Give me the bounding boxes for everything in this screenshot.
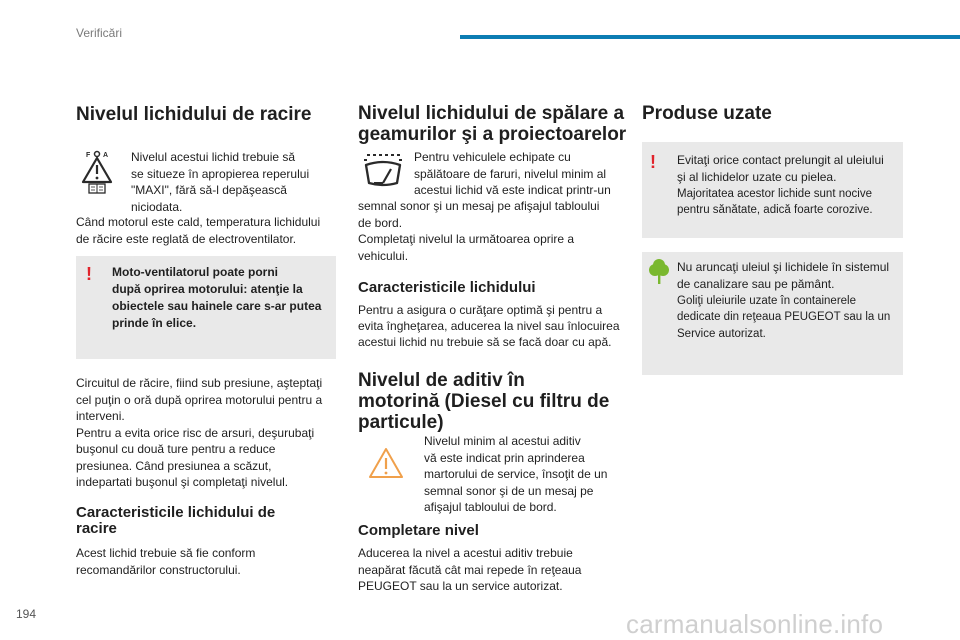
text-line: şi al lichidelor uzate cu pielea. — [677, 169, 837, 184]
text-line: Acest lichid trebuie să fie conform — [76, 546, 256, 560]
text-line: indepartati buşonul şi completaţi nivelul. — [76, 475, 289, 489]
coolant-characteristics-title — [76, 505, 341, 537]
text-line: Completaţi nivelul la următoarea oprire a — [358, 232, 575, 246]
text-line: "MAXI", fără să-l depăşească — [131, 183, 287, 197]
title-line: racire — [76, 520, 117, 537]
text-line: afişajul tabloului de bord. — [424, 500, 557, 514]
text-line: neapărat făcută cât mai repede în reţeaua — [358, 562, 582, 577]
text-line: buşonul cu două ture pentru a reduce — [76, 442, 276, 456]
refill-title: Completare nivel — [358, 522, 479, 539]
text-line: Nu aruncaţi uleiul şi lichidele în sistemul — [677, 260, 890, 274]
exclamation-icon: ! — [650, 152, 656, 172]
text-line: interveni. — [76, 409, 125, 423]
coolant-title: Nivelul lichidului de racire — [76, 104, 312, 125]
text-line: după oprirea motorului: atenţie la — [112, 282, 303, 296]
coolant-body — [76, 375, 341, 491]
additive-title — [358, 370, 628, 433]
text-line: Majoritatea acestor lichide sunt nocive — [677, 187, 872, 200]
text-line: Service autorizat. — [677, 328, 766, 341]
text-line: vă este indicat prin aprinderea — [424, 450, 585, 465]
page-number: 194 — [16, 607, 37, 621]
refill-text — [358, 545, 623, 595]
title-line: Caracteristicile lichidului de — [76, 504, 276, 521]
text-line: dedicate din reţeaua PEUGEOT sau la un — [677, 311, 891, 324]
text-line: de răcire este reglată de electroventilator. — [76, 231, 297, 246]
text-line: acestui lichid nu trebuie să se facă doar cu apă. — [358, 335, 612, 349]
svg-text:F: F — [86, 152, 91, 159]
text-line: Nivelul minim al acestui aditiv — [424, 434, 581, 448]
fan-warning-box — [76, 256, 336, 359]
coolant-intro — [131, 149, 331, 215]
watermark: carmanualsonline.info — [626, 609, 884, 639]
coolant-level-icon — [80, 150, 114, 194]
text-line: prinde în elice. — [112, 316, 197, 330]
washer-characteristics-text — [358, 302, 626, 350]
washer-fluid-icon — [362, 153, 404, 189]
washer-characteristics-title: Caracteristicile lichidului — [358, 279, 536, 296]
title-line: geamurilor şi a proiectoarelor — [358, 124, 627, 145]
disposal-note-box — [642, 252, 903, 375]
text-line: de canalizare sau pe pământ. — [677, 276, 835, 291]
text-line: semnal sonor şi un mesaj pe afişajul tabloului — [358, 199, 600, 213]
title-line: Nivelul de aditiv în — [358, 370, 525, 391]
text-line: PEUGEOT sau la un service autorizat. — [358, 579, 563, 593]
title-line: Nivelul lichidului de spălare a — [358, 103, 625, 124]
text-line: acestui lichid vă este indicat printr-un — [414, 183, 611, 197]
svg-text:A: A — [103, 152, 109, 159]
text-line: Nivelul acestui lichid trebuie să — [131, 150, 296, 164]
skin-contact-warning-box — [642, 142, 903, 238]
text-line: Pentru a asigura o curăţare optimă şi pentru a — [358, 303, 603, 317]
text-line: Moto-ventilatorul poate porni — [112, 265, 278, 279]
tree-icon — [648, 259, 670, 285]
text-line: recomandărilor constructorului. — [76, 562, 241, 577]
text-line: Pentru vehiculele echipate cu — [414, 150, 571, 164]
fan-warning-text — [112, 264, 334, 332]
additive-text — [424, 433, 624, 516]
disposal-text — [677, 259, 901, 343]
text-line: Goliţi uleiurile uzate în containerele — [677, 294, 856, 307]
text-line: Aducerea la nivel a acestui aditiv trebuie — [358, 546, 573, 560]
text-line: obiectele sau hainele care s-ar putea — [112, 299, 322, 313]
section-label: Verificări — [76, 26, 123, 40]
title-line: motorină (Diesel cu filtru de — [358, 391, 610, 412]
title-line: particule) — [358, 412, 444, 433]
text-line: vehicului. — [358, 248, 409, 263]
used-products-title: Produse uzate — [642, 103, 772, 124]
text-line: se situeze în apropierea reperului — [131, 166, 310, 181]
washer-title — [358, 103, 628, 145]
text-line: evita îngheţarea, aducerea la nivel sau înlocuirea — [358, 319, 620, 333]
text-line: Când motorul este cald, temperatura lichidului — [76, 215, 321, 229]
text-line: spălătoare de faruri, nivelul minim al — [414, 166, 607, 181]
header-rule — [460, 35, 960, 39]
coolant-intro-cont — [76, 214, 341, 247]
text-line: Evitaţi orice contact prelungit al uleiului — [677, 153, 884, 167]
coolant-characteristics-text — [76, 545, 341, 578]
text-line: semnal sonor şi de un mesaj pe — [424, 483, 594, 498]
text-line: pentru sănătate, adică foarte corozive. — [677, 204, 873, 217]
text-line: cel puţin o oră după oprirea motorului pentru a — [76, 392, 323, 407]
text-line: Circuitul de răcire, fiind sub presiune, aşteptaţi — [76, 376, 323, 390]
exclamation-icon: ! — [86, 264, 92, 284]
text-line: Pentru a evita orice risc de arsuri, deşurubaţi — [76, 425, 315, 440]
washer-intro — [414, 149, 624, 199]
text-line: presiunea. Când presiunea a scăzut, — [76, 458, 272, 473]
warning-triangle-icon — [368, 447, 404, 479]
text-line: niciodata. — [131, 199, 183, 214]
text-line: martorului de service, însoţit de un — [424, 467, 608, 481]
skin-contact-text — [677, 152, 901, 219]
washer-intro-cont — [358, 198, 623, 264]
text-line: de bord. — [358, 215, 403, 230]
